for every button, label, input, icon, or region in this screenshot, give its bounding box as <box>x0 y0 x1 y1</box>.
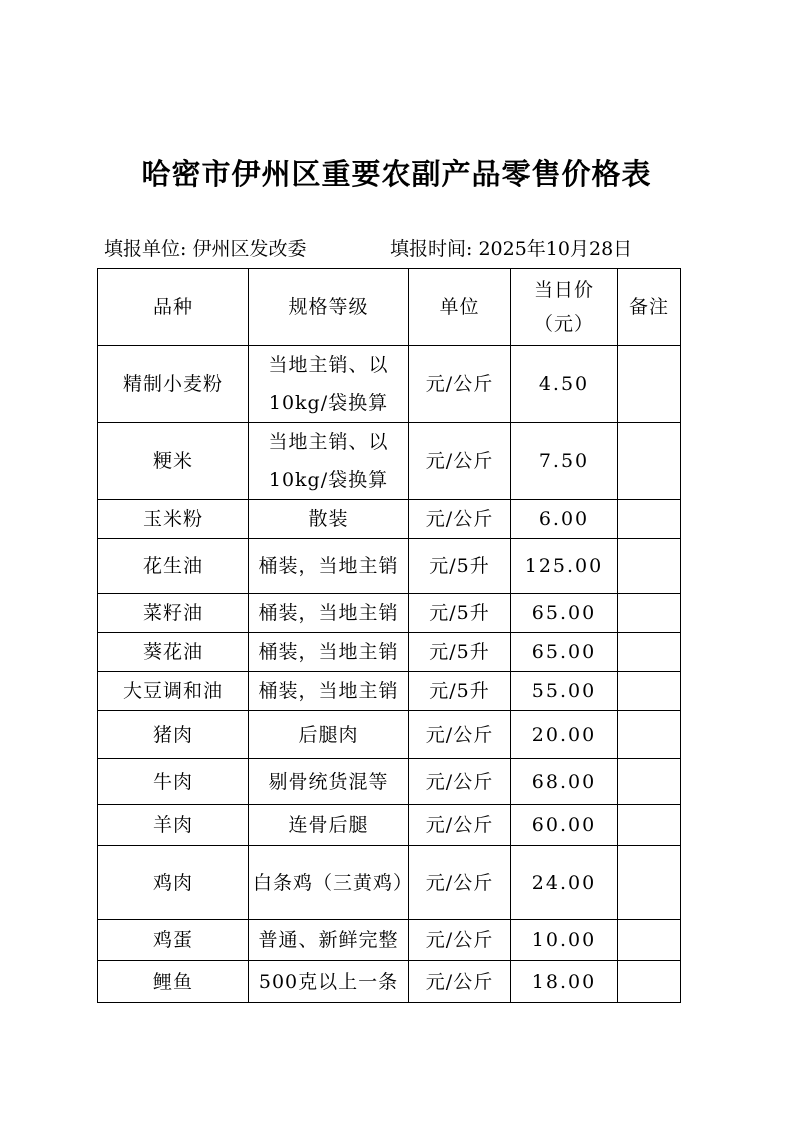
header-unit: 单位 <box>409 269 511 346</box>
table-row <box>98 346 681 423</box>
table-row <box>98 805 681 846</box>
table-row <box>98 633 681 672</box>
cell-note <box>618 805 681 846</box>
document-title: 哈密市伊州区重要农副产品零售价格表 <box>141 157 652 191</box>
cell-spec: 散装 <box>249 500 409 539</box>
cell-note <box>618 846 681 920</box>
cell-unit: 元/公斤 <box>409 500 511 539</box>
cell-unit: 元/公斤 <box>409 759 511 805</box>
cell-price: 7.50 <box>511 423 618 500</box>
cell-unit: 元/公斤 <box>409 805 511 846</box>
cell-unit: 元/5升 <box>409 672 511 711</box>
cell-name: 羊肉 <box>98 805 249 846</box>
cell-price: 10.00 <box>511 920 618 961</box>
cell-price: 65.00 <box>511 594 618 633</box>
cell-unit: 元/公斤 <box>409 711 511 759</box>
cell-name: 大豆调和油 <box>98 672 249 711</box>
cell-unit: 元/5升 <box>409 633 511 672</box>
cell-spec: 当地主销、以10kg/袋换算 <box>249 423 409 500</box>
cell-note <box>618 920 681 961</box>
cell-spec: 桶装，当地主销 <box>249 539 409 594</box>
cell-name: 花生油 <box>98 539 249 594</box>
cell-note <box>618 539 681 594</box>
cell-name: 猪肉 <box>98 711 249 759</box>
cell-price: 68.00 <box>511 759 618 805</box>
report-time <box>390 234 632 261</box>
report-unit-value: 伊州区发改委 <box>192 238 307 260</box>
table-row <box>98 423 681 500</box>
cell-name: 葵花油 <box>98 633 249 672</box>
cell-unit: 元/5升 <box>409 594 511 633</box>
table-row <box>98 539 681 594</box>
cell-name: 牛肉 <box>98 759 249 805</box>
cell-note <box>618 423 681 500</box>
table-header-row <box>98 269 681 346</box>
report-unit <box>104 234 306 261</box>
cell-name: 鸡蛋 <box>98 920 249 961</box>
table-row <box>98 759 681 805</box>
cell-note <box>618 961 681 1003</box>
header-note: 备注 <box>618 269 681 346</box>
price-table <box>97 268 681 1003</box>
cell-spec: 普通、新鲜完整 <box>249 920 409 961</box>
cell-note <box>618 711 681 759</box>
cell-price: 60.00 <box>511 805 618 846</box>
cell-unit: 元/公斤 <box>409 846 511 920</box>
table-row <box>98 961 681 1003</box>
cell-spec: 桶装，当地主销 <box>249 672 409 711</box>
cell-note <box>618 759 681 805</box>
cell-name: 鲤鱼 <box>98 961 249 1003</box>
cell-spec: 当地主销、以10kg/袋换算 <box>249 346 409 423</box>
cell-price: 18.00 <box>511 961 618 1003</box>
cell-note <box>618 500 681 539</box>
header-spec: 规格等级 <box>249 269 409 346</box>
cell-name: 精制小麦粉 <box>98 346 249 423</box>
cell-unit: 元/公斤 <box>409 423 511 500</box>
cell-price: 4.50 <box>511 346 618 423</box>
cell-unit: 元/公斤 <box>409 920 511 961</box>
cell-price: 125.00 <box>511 539 618 594</box>
cell-price: 55.00 <box>511 672 618 711</box>
cell-unit: 元/公斤 <box>409 961 511 1003</box>
cell-name: 鸡肉 <box>98 846 249 920</box>
table-row <box>98 711 681 759</box>
cell-price: 6.00 <box>511 500 618 539</box>
cell-spec: 桶装，当地主销 <box>249 594 409 633</box>
table-row <box>98 920 681 961</box>
cell-price: 65.00 <box>511 633 618 672</box>
cell-spec: 白条鸡（三黄鸡） <box>249 846 409 920</box>
report-time-value: 2025年10月28日 <box>478 238 633 260</box>
cell-name: 菜籽油 <box>98 594 249 633</box>
cell-spec: 连骨后腿 <box>249 805 409 846</box>
table-row <box>98 594 681 633</box>
cell-spec: 桶装，当地主销 <box>249 633 409 672</box>
header-name: 品种 <box>98 269 249 346</box>
cell-note <box>618 672 681 711</box>
cell-note <box>618 594 681 633</box>
cell-spec: 500克以上一条 <box>249 961 409 1003</box>
report-unit-label: 填报单位: <box>104 238 187 260</box>
cell-note <box>618 633 681 672</box>
cell-name: 玉米粉 <box>98 500 249 539</box>
table-row <box>98 672 681 711</box>
cell-price: 24.00 <box>511 846 618 920</box>
cell-note <box>618 346 681 423</box>
cell-unit: 元/公斤 <box>409 346 511 423</box>
cell-name: 粳米 <box>98 423 249 500</box>
report-meta <box>104 234 674 262</box>
cell-spec: 后腿肉 <box>249 711 409 759</box>
table-row <box>98 846 681 920</box>
cell-unit: 元/5升 <box>409 539 511 594</box>
header-price: 当日价（元） <box>511 269 618 346</box>
table-row <box>98 500 681 539</box>
cell-spec: 剔骨统货混等 <box>249 759 409 805</box>
report-time-label: 填报时间: <box>390 238 473 260</box>
cell-price: 20.00 <box>511 711 618 759</box>
